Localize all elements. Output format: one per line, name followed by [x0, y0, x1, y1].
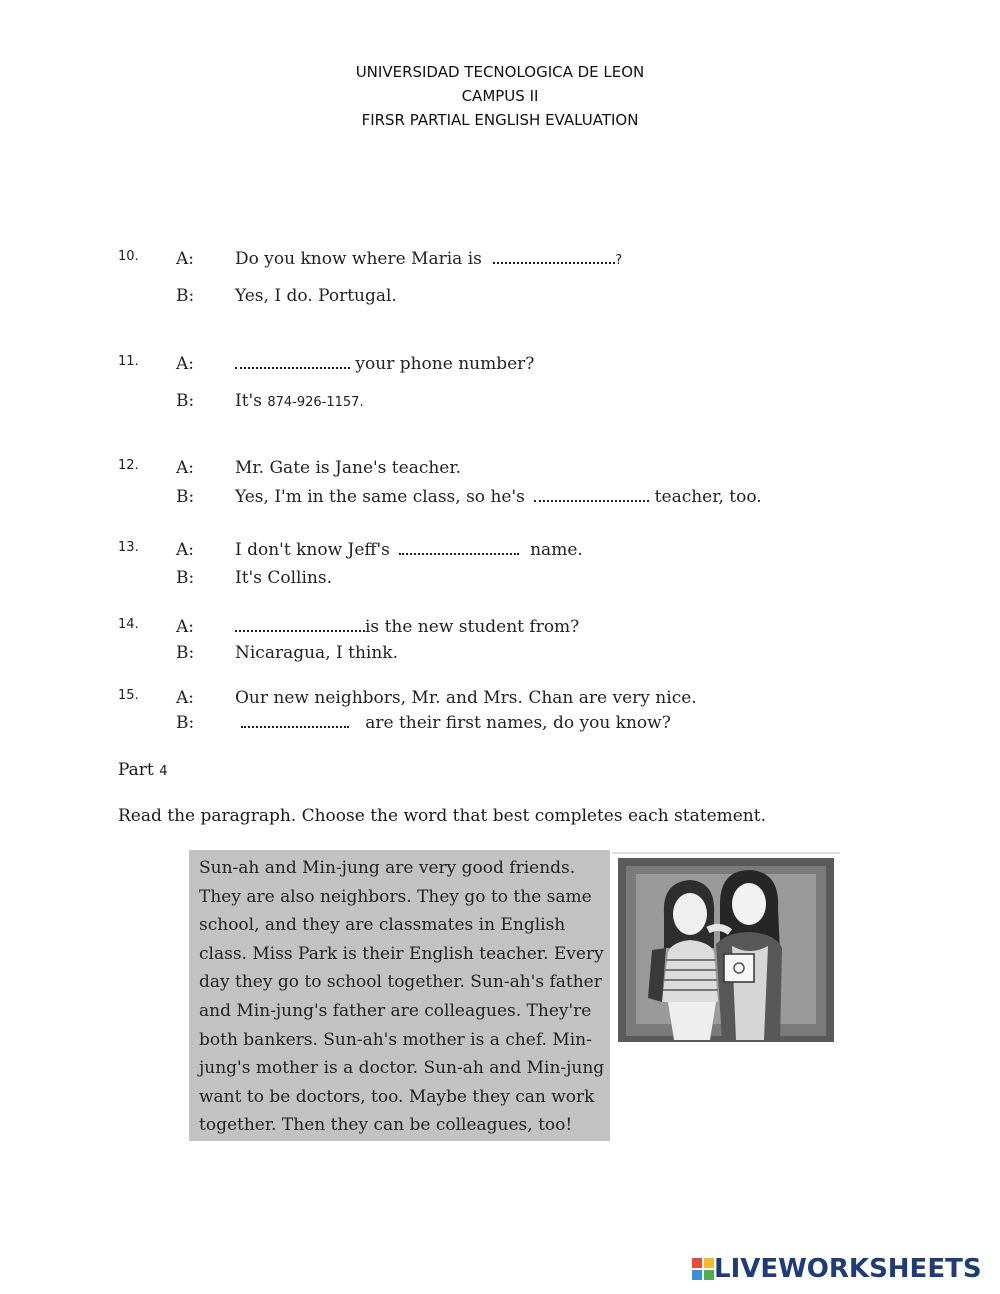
answer-text: It's	[235, 391, 262, 411]
speaker-label: B:	[176, 487, 195, 507]
passage-line: day they go to school together. Sun-ah's father	[199, 972, 602, 993]
campus-name: CAMPUS II	[461, 87, 539, 105]
two-girls-illustration	[612, 852, 840, 1044]
question-number: 13.	[118, 540, 139, 555]
answer-blank-13[interactable]	[399, 541, 519, 555]
speaker-label: A:	[176, 249, 195, 269]
speaker-label: A:	[176, 458, 195, 478]
answer-blank-11[interactable]	[235, 355, 350, 369]
question-number: 12.	[118, 458, 139, 473]
question-text: Mr. Gate is Jane's teacher.	[235, 458, 462, 478]
answer-blank-12[interactable]	[534, 488, 649, 502]
answer-blank-10[interactable]	[493, 250, 615, 264]
logo-text: LIVEWORKSHEETS	[714, 1254, 982, 1284]
speaker-label: A:	[176, 688, 195, 708]
speaker-label: B:	[176, 391, 195, 411]
answer-text: are their first names, do you know?	[365, 713, 671, 733]
speaker-label: B:	[176, 286, 195, 306]
question-text: Our new neighbors, Mr. and Mrs. Chan are very nice.	[235, 688, 697, 708]
question-text-end: name.	[530, 540, 583, 560]
reading-passage	[189, 850, 610, 1141]
passage-line: school, and they are classmates in English	[199, 915, 566, 936]
passage-line: and Min-jung's father are colleagues. They're	[199, 1000, 592, 1021]
speaker-label: A:	[176, 354, 195, 374]
question-text: is the new student from?	[365, 617, 580, 637]
answer-text: Yes, I do. Portugal.	[235, 286, 397, 306]
liveworksheets-logo[interactable]	[692, 1252, 982, 1286]
passage-line: want to be doctors, too. Maybe they can work	[199, 1086, 595, 1107]
liveworksheets-icon	[692, 1258, 714, 1280]
speaker-label: B:	[176, 713, 195, 733]
passage-line: both bankers. Sun-ah's mother is a chef. Min-	[199, 1029, 592, 1050]
question-text: Do you know where Maria is	[235, 249, 482, 269]
passage-line: They are also neighbors. They go to the same	[199, 886, 592, 907]
answer-text: Nicaragua, I think.	[235, 643, 398, 663]
question-text: your phone number?	[355, 354, 535, 374]
university-name: UNIVERSIDAD TECNOLOGICA DE LEON	[355, 63, 645, 81]
answer-text-end: teacher, too.	[654, 487, 762, 507]
question-number: 14.	[118, 617, 139, 632]
part-number: 4	[159, 764, 168, 779]
evaluation-title: FIRSR PARTIAL ENGLISH EVALUATION	[361, 111, 639, 129]
speaker-label: A:	[176, 617, 195, 637]
question-number: 11.	[118, 354, 139, 369]
part-title	[118, 760, 167, 780]
passage-line: jung's mother is a doctor. Sun-ah and Min-jung	[199, 1058, 605, 1079]
passage-line: class. Miss Park is their English teacher. Every	[199, 943, 604, 964]
passage-line: together. Then they can be colleagues, too!	[199, 1115, 573, 1136]
phone-number: 874-926-1157.	[267, 395, 364, 410]
document-header	[0, 60, 1000, 132]
question-number: 15.	[118, 688, 139, 703]
answer-blank-15[interactable]	[241, 714, 349, 728]
part-label: Part	[118, 760, 154, 780]
passage-line: Sun-ah and Min-jung are very good friends.	[199, 858, 576, 878]
answer-blank-14[interactable]	[235, 618, 365, 632]
question-mark: ?	[615, 253, 623, 268]
answer-text: Yes, I'm in the same class, so he's	[235, 487, 525, 507]
speaker-label: B:	[176, 568, 195, 588]
speaker-label: B:	[176, 643, 195, 663]
question-text: I don't know Jeff's	[235, 540, 390, 560]
speaker-label: A:	[176, 540, 195, 560]
instructions: Read the paragraph. Choose the word that best completes each statement.	[118, 806, 766, 826]
question-number: 10.	[118, 249, 139, 264]
answer-text: It's Collins.	[235, 568, 332, 588]
